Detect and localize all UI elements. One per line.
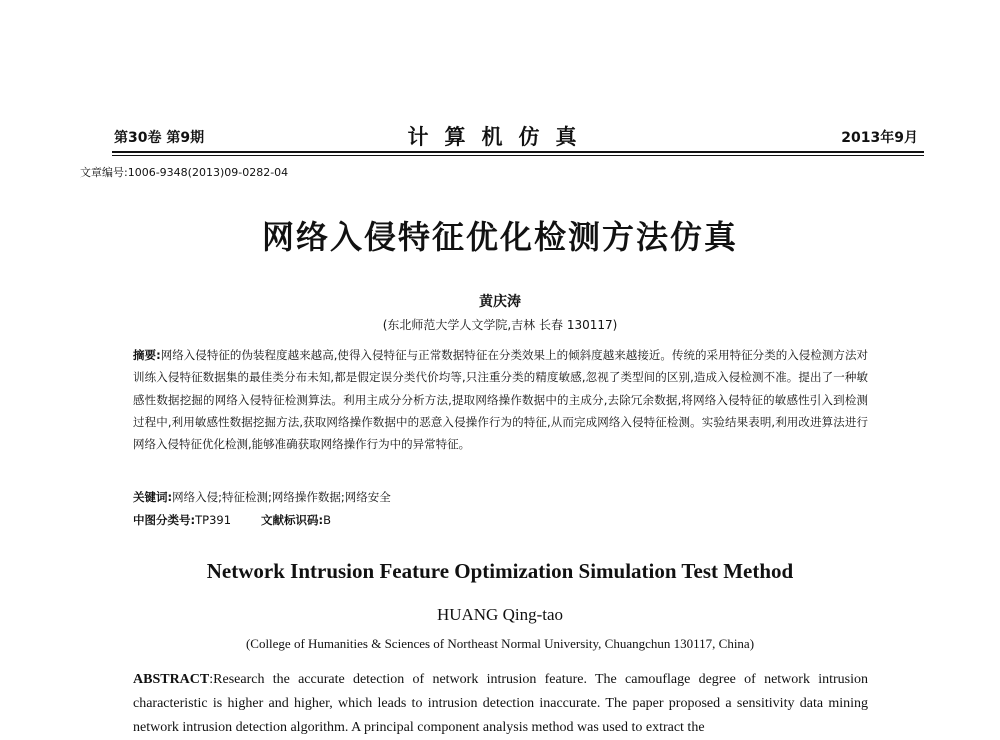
classification <box>133 512 331 528</box>
keywords-label: 关键词: <box>133 490 173 504</box>
volume-issue: 第30卷 第9期 <box>114 130 205 146</box>
keywords <box>133 489 391 505</box>
clc-label: 中图分类号: <box>133 513 196 527</box>
issue-date: 2013年9月 <box>841 130 918 146</box>
document-number: 文章编号:1006-9348(2013)09-0282-04 <box>80 166 289 179</box>
doc-code-label: 文献标识码: <box>261 513 324 527</box>
author-chinese: 黄庆涛 <box>479 294 521 310</box>
title-english: Network Intrusion Feature Optimization Simulation Test Method <box>206 559 794 583</box>
abstract-english <box>133 668 868 740</box>
abstract-english-label: ABSTRACT <box>133 672 210 687</box>
header-rule-thick <box>112 151 924 153</box>
clc-value: TP391 <box>195 513 232 527</box>
journal-name: 计算机仿真 <box>407 124 593 149</box>
author-english: HUANG Qing-tao <box>436 605 564 624</box>
abstract-chinese <box>133 344 868 455</box>
header-rule-thin <box>112 155 924 156</box>
keywords-text: 网络入侵;特征检测;网络操作数据;网络安全 <box>172 490 391 504</box>
abstract-english-text: :Research the accurate detection of network intrusion feature. The camouflage degree of network intrusion characteristic is higher and higher, which leads to intrusion detection inaccurate. The paper proposed a sensitivity data mining network intrusion detection algorithm. A principal component analysis method was used to extract the <box>133 672 868 735</box>
affiliation-english: (College of Humanities & Sciences of Northeast Normal University, Chuangchun 130117, China) <box>245 636 755 651</box>
title-chinese: 网络入侵特征优化检测方法仿真 <box>261 218 738 256</box>
affiliation-chinese: (东北师范大学人文学院,吉林 长春 130117) <box>382 318 618 332</box>
abstract-chinese-text: 网络入侵特征的伪装程度越来越高,使得入侵特征与正常数据特征在分类效果上的倾斜度越来越接近。传统的采用特征分类的入侵检测方法对训练入侵特征数据集的最佳类分布未知,都是假定误分类代价均等,只注重分类的精度敏感,忽视了类型间的区别,造成入侵检测不准。提出了一种敏感性数据挖掘的网络入侵特征检测算法。利用主成分分析方法,提取网络操作数据中的主成分,去除冗余数据,将网络入侵特征的敏感性引入到检测过程中,利用敏感性数据挖掘方法,获取网络操作数据中的恶意入侵操作行为的特征,从而完成网络入侵特征检测。实验结果表明,利用改进算法进行网络入侵特征优化检测,能够准确获取网络操作行为中的异常特征。 <box>133 348 868 452</box>
abstract-chinese-label: 摘要: <box>133 348 161 362</box>
doc-code-value: B <box>323 513 332 527</box>
